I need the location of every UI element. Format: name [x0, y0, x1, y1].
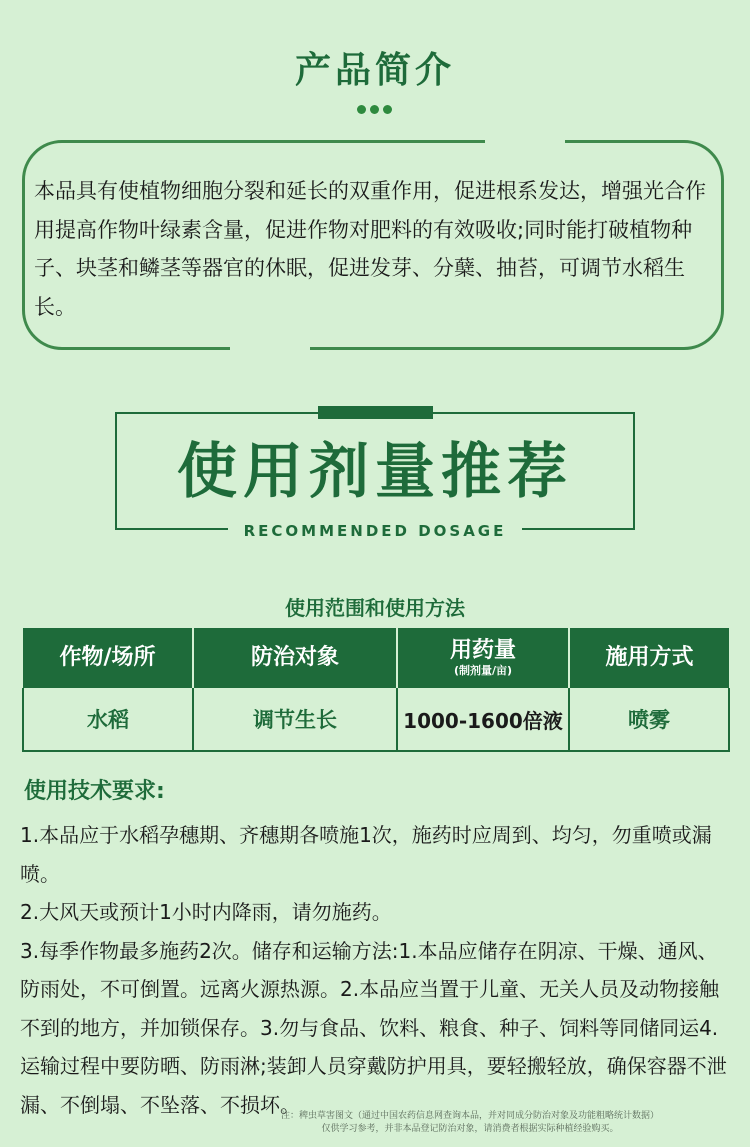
usage-table — [22, 628, 730, 752]
title-dots-decoration — [357, 105, 392, 114]
cell-method: 喷雾 — [569, 688, 729, 751]
dosage-title: 使用剂量推荐 — [177, 437, 573, 507]
requirement-item: 2.大风天或预计1小时内降雨，请勿施药。 — [20, 900, 392, 924]
requirement-item: 1.本品应于水稻孕穗期、齐穗期各喷施1次，施药时应周到、均匀，勿重喷或漏喷。 — [20, 823, 712, 886]
intro-text: 本品具有使植物细胞分裂和延长的双重作用，促进根系发达，增强光合作用提高作物叶绿素含量，促进作物对肥料的有效吸收;同时能打破植物种子、块茎和鳞茎等器官的休眠，促进发芽、分蘖、抽苔，可调节水稻生长。 — [34, 179, 706, 319]
dot-icon — [370, 105, 379, 114]
frame-gap — [485, 139, 565, 145]
requirements-list — [20, 816, 730, 1124]
header-method: 施用方式 — [569, 628, 729, 688]
cell-dose: 1000-1600倍液 — [397, 688, 569, 751]
dosage-frame-bar — [318, 406, 433, 419]
frame-gap — [230, 345, 310, 351]
table-header-row — [23, 628, 729, 688]
requirement-item: 3.每季作物最多施药2次。储存和运输方法:1.本品应储存在阴凉、干燥、通风、防雨处，不可倒置。远离火源热源。2.本品应当置于儿童、无关人员及动物接触不到的地方，并加锁保存。3.勿与食品、饮料、粮食、种子、饲料等同储同运4.运输过程中要防晒、防雨淋;装卸人员穿戴防护用具，要轻搬轻放，确保容器不泄漏、不倒塌、不坠落、不损坏。 — [20, 938, 727, 1117]
header-target: 防治对象 — [193, 628, 397, 688]
cell-target: 调节生长 — [193, 688, 397, 751]
header-crop: 作物/场所 — [23, 628, 193, 688]
header-dose-unit: (制剂量/亩) — [453, 664, 513, 677]
header-dose-label: 用药量 — [449, 638, 516, 663]
dosage-subtitle: RECOMMENDED DOSAGE — [228, 520, 522, 542]
product-intro-title: 产品简介 — [294, 50, 455, 91]
requirements-heading: 使用技术要求: — [24, 779, 165, 804]
usage-table-caption: 使用范围和使用方法 — [285, 596, 465, 620]
dot-icon — [383, 105, 392, 114]
footnote-line: 注：稗虫草害图文（通过中国农药信息网查询本品，并对同成分防治对象及功能粗略统计数据） — [280, 1111, 659, 1121]
cell-crop: 水稻 — [23, 688, 193, 751]
dot-icon — [357, 105, 366, 114]
header-dose — [397, 628, 569, 688]
table-row — [23, 688, 729, 751]
footnote-line: 仅供学习参考，并非本品登记防治对象，请消费者根据实际种植经验购买。 — [321, 1124, 619, 1134]
footnote — [200, 1110, 740, 1136]
